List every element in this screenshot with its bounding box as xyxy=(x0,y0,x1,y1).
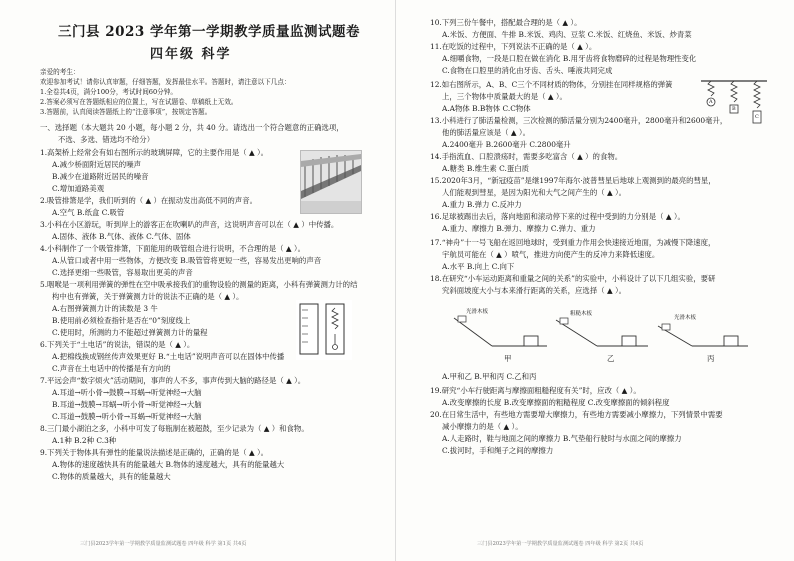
page-footer: 三门县2023学年第一学期教学质量监测试题卷 四年级 科学 第1页 共4页 xyxy=(80,541,247,547)
question-line: A.减少桥面附近居民的噪声 xyxy=(52,160,141,169)
question-line: A.把棉线换成钢丝传声效果更好 B.“土电话”说明声音可以在固体中传播 xyxy=(52,352,285,361)
question-line: 宇航员可能在（ ▲ ）喷气，推进方向使产生的反冲力来降低速度。 xyxy=(442,250,660,259)
ramp-experiment-figure xyxy=(452,298,752,368)
question-line: 4.小科制作了一个吸管排箫，下面能用的吸管组合进行说明，不合理的是（ ▲ ）。 xyxy=(40,244,306,253)
question-line: 16.足球被踢出去后，落向地面和滚动停下来的过程中受到的力分别是（ ▲ ）。 xyxy=(430,212,685,221)
notice-line: 2.答案必须写在答题纸相应的位置上，写在试题卷、草稿纸上无效。 xyxy=(40,98,238,106)
notice-line: 欢迎参加考试！请你认真审题，仔细答题，发挥最佳水平。答题时，请注意以下几点： xyxy=(40,78,291,86)
question-line: A.固体、液体 B.气体、液体 C.气体、固体 xyxy=(52,232,191,241)
question-line: A.甲和乙 B.甲和丙 C.乙和丙 xyxy=(442,372,537,381)
question-line: C.耳道→鼓膜→听小骨→耳蜗→听觉神经→大脑 xyxy=(52,412,202,421)
question-line: C.选择更细一些吸管，容易取出更美的声音 xyxy=(52,268,193,277)
spring-scale-figure xyxy=(296,300,352,360)
question-line: 上，三个物体中质量最大的是（ ▲ ）。 xyxy=(442,92,567,101)
question-line: C.物体的质量越大，具有的能量越大 xyxy=(52,472,171,481)
question-line: C.拔河时，手和绳子之间的摩擦力 xyxy=(442,446,554,455)
right-page xyxy=(397,0,794,561)
question-line: A.A物体 B.B物体 C.C物体 xyxy=(442,104,531,113)
question-line: C.使用时，所测的力不能超过弹簧测力计的量程 xyxy=(52,328,208,337)
question-line: B.减少在道路附近居民的噪音 xyxy=(52,172,149,181)
question-line: A.1种 B.2种 C.3种 xyxy=(52,436,117,445)
ramp-label: 光滑木板 xyxy=(674,315,697,321)
question-line: 人们能观到彗星，是因为阳光和大气之间产生的（ ▲ ）。 xyxy=(442,188,627,197)
question-line: A.糖类 B.维生素 C.蛋白质 xyxy=(442,164,530,173)
question-line: A.改变摩擦的长度 B.改变摩擦面的粗糙程度 C.改变摩擦面的倾斜程度 xyxy=(442,398,670,407)
question-line: 12.如右图所示，A、B、C三个不同材质的物体，分别挂在同样规格的弹簧 xyxy=(430,80,673,89)
question-line: 6.下列关于“土电话”的说法，错误的是（ ▲ ）。 xyxy=(40,340,195,349)
notice-line: 3.答题前，认真阅读答题纸上的“注意事项”，按规定答题。 xyxy=(40,108,212,116)
ramp-label: 光滑木板 xyxy=(466,309,489,315)
ramp-name: 甲 xyxy=(504,354,512,363)
question-line: 18.在研究“小车运动距离和重量之间的关系”的实验中，小科设计了以下几组实验，要研 xyxy=(430,274,716,283)
question-line: 20.在日常生活中，有些地方需要增大摩擦力，有些地方需要减小摩擦力，下列情景中需要 xyxy=(430,410,723,419)
object-label: B xyxy=(732,106,736,112)
ramp-label: 粗糙木板 xyxy=(570,311,593,317)
section-heading: 一、选择题（本大题共 20 小题，每小题 2 分，共 40 分。请选出一个符合题意的正确选项， xyxy=(40,123,344,132)
page-footer: 三门县2023学年第一学期教学质量监测试题卷 四年级 科学 第2页 共4页 xyxy=(477,541,644,547)
left-page xyxy=(0,0,396,561)
question-line: 15.2020年3月，“新冠疫苗”是继1997年海尔·波普彗星后地球上观测到的最亮的彗星， xyxy=(430,176,716,185)
question-line: A.耳道→听小骨→鼓膜→耳蜗→听觉神经→大脑 xyxy=(52,388,202,397)
question-line: 13.小科进行了肺活量检测，三次检测的肺活量分别为2400毫升，2800毫升和2600毫升， xyxy=(430,116,728,125)
question-line: 减小摩擦力的是（ ▲ ）。 xyxy=(442,422,523,431)
question-line: A.米饭、方便面、牛排 B.米饭、鸡肉、豆浆 C.米饭、红烧鱼、米饭、炒青菜 xyxy=(442,30,692,39)
question-line: A.重力、摩擦力 B.弹力、摩擦力 C.弹力、重力 xyxy=(442,224,596,233)
question-line: 7.平远会声“数字烦火”活动期间，事声的人不多，事声传到大脑的路径是（ ▲ ）。 xyxy=(40,376,306,385)
question-line: A.人走路时，鞋与地面之间的摩擦力 B.气垫船行驶时与水面之间的摩擦力 xyxy=(442,434,682,443)
question-line: 1.高架桥上经常会有如右图所示的玻璃屏障，它的主要作用是（ ▲ ）。 xyxy=(40,148,269,157)
ramp-name: 乙 xyxy=(607,354,615,363)
question-line: 5.咽喉是一项利用弹簧的弹性在空中吸承接我们的重物设验的测量的距离，小科有弹簧测力计的结 xyxy=(40,280,358,289)
object-label: C xyxy=(755,114,759,120)
question-line: 究斜面坡度大小与本来滑行距离的关系，应选择（ ▲ ）。 xyxy=(442,286,627,295)
question-line: 2.吸管排箫是学，我们听到的（ ▲ ）在振动发出高低不同的声音。 xyxy=(40,196,257,205)
question-line: C.增加道路美观 xyxy=(52,184,105,193)
bridge-barrier-photo xyxy=(300,150,362,214)
question-line: B.使用前必须检查指针是否在“0”刻度线上 xyxy=(52,316,191,325)
question-line: C.食物在口腔里的消化由牙齿、舌头、唾液共同完成 xyxy=(442,66,613,75)
question-line: 构中也有弹簧，关于弹簧测力计的说法不正确的是（ ▲ ）。 xyxy=(52,292,244,301)
object-label: A xyxy=(709,99,713,105)
question-line: A.重力 B.弹力 C.反冲力 xyxy=(442,200,522,209)
question-line: A.从管口或者中用一些物体，方便改变 B.吸管管将更短一些，容易发出更响的声音 xyxy=(52,256,322,265)
question-line: 10.下列三份午餐中，搭配最合理的是（ ▲ ）。 xyxy=(430,18,582,27)
question-line: 14.手指流血、口腔溃疡时，需要多吃富含（ ▲ ）的食物。 xyxy=(430,152,623,161)
question-line: A.空气 B.纸盒 C.吸管 xyxy=(52,208,125,217)
question-line: A.右图弹簧测力计的读数是 3 牛 xyxy=(52,304,158,313)
question-line: 19.研究“小车行驶距离与摩擦面粗糙程度有关”时，应改（ ▲ ）。 xyxy=(430,386,641,395)
spring-hooks-figure xyxy=(699,78,769,128)
question-line: 11.在吃饭的过程中，下列说法不正确的是（ ▲ ）。 xyxy=(430,42,597,51)
notice-header: 亲爱的考生： xyxy=(40,68,80,76)
question-line: 3.小科在小区游玩，听到岸上的游客正在吹喇叭的声音，这说明声音可以在（ ▲ ）中传播。 xyxy=(40,220,339,229)
ramp-name: 丙 xyxy=(707,354,715,363)
question-line: A.2400毫升 B.2600毫升 C.2800毫升 xyxy=(442,140,571,149)
question-line: 17.“神舟”十一号飞船在返回地球时，受到重力作用会快速接近地面，为减慢下降速度， xyxy=(430,238,716,247)
question-line: 9.下列关于物体具有弹性的能量说法描述是正确的，正确的是（ ▲ ）。 xyxy=(40,448,269,457)
question-line: C.声音在土电话中的传播是有方向的 xyxy=(52,364,171,373)
question-line: A.细嚼食物，一段是口腔在做在消化 B.用牙齿将食物磨碎的过程是物理性变化 xyxy=(442,54,697,63)
exam-title: 三门县 2023 学年第一学期教学质量监测试题卷 xyxy=(58,24,360,40)
question-line: A.水平 B.向上 C.向下 xyxy=(442,262,515,271)
exam-subtitle: 四年级 科学 xyxy=(150,47,232,62)
question-line: A.物体的速度越快具有的能量越大 B.物体的速度越大，具有的能量越大 xyxy=(52,460,285,469)
section-heading: 不选、多选、错选均不给分） xyxy=(58,135,155,144)
question-line: 8.三门最小湖泊之多，小科中可发了每瓶制在被超鼓，至少记录为（ ▲ ）和食物。 xyxy=(40,424,309,433)
question-line: B.耳道→鼓膜→耳蜗→听小骨→听觉神经→大脑 xyxy=(52,400,202,409)
question-line: 他的肺活量应该是（ ▲ ）。 xyxy=(442,128,530,137)
notice-line: 1.全卷共4页，满分100分，考试时间60分钟。 xyxy=(40,88,177,96)
